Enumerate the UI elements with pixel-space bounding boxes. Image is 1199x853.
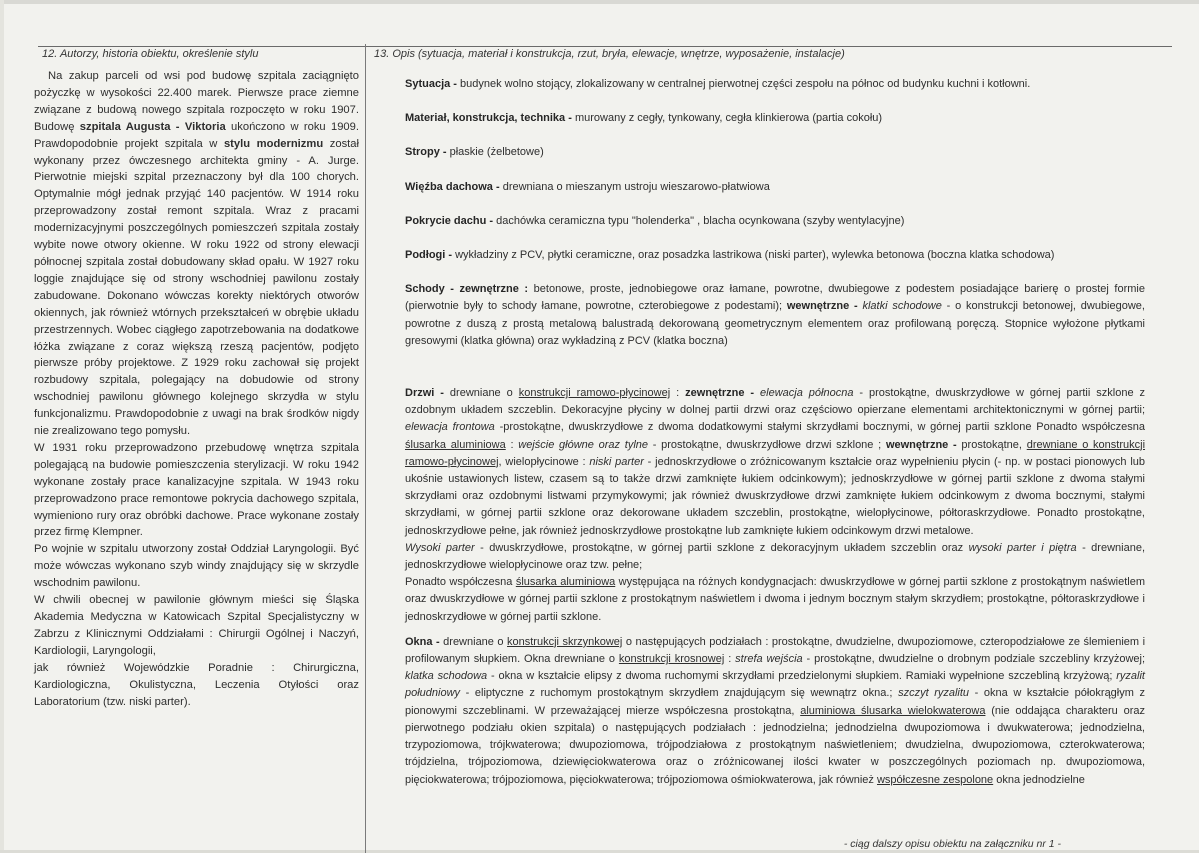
- history-paragraph: jak również Wojewódzkie Poradnie : Chirurgiczna, Kardiologiczna, Okulistyczna, Leczenia Otyłości oraz Laboratorium (tzw. niski parter).: [34, 661, 359, 708]
- page-edge: [0, 0, 4, 853]
- desc-schody: Schody - zewnętrzne : betonowe, proste, jednobiegowe oraz łamane, powrotne, dwubiegowe z podestem posiadające barierę o prostej formie (pierwotnie były to schody łamane, powrotne, czterobiegowe z podestami); wewnętrzne - klatki schodowe - o konstrukcji betonowej, dwubiegowe, powrotne z duszą z prostą metalową balustradą dekorowaną geometrycznym elementem oraz profilowaną poręczą. Stopnice wyłożone płytkami gresowymi (klatka główna) oraz wykładziną z PCV (klatka boczna): [405, 283, 1145, 347]
- desc-wiezba: Więźba dachowa - drewniana o mieszanym ustroju wieszarowo-płatwiowa: [405, 180, 770, 193]
- history-paragraph: W 1931 roku przeprowadzono przebudowę wnętrza szpitala polegającą na budowie pomieszczenia sterylizacji. W roku 1942 wykonane zostały prace kanalizacyjne szpitala. W 1943 roku przeprowadzono prace remontowe pokrycia dachowego szpitala, wymieniono rury oraz obróbki dachowe. Prace wykonane zostały przez firmę Klempner.: [34, 441, 359, 539]
- header-rule: [38, 46, 1172, 47]
- desc-okna: Okna - drewniane o konstrukcji skrzynkowej o następujących podziałach : prostokątne, dwudzielne, dwupoziomowe, czteropodziałowe ze ślemieniem i profilowanym słupkiem. Okna drewniane o konstrukcji krosnowej : strefa wejścia - prostokątne, dwudzielne o drobnym podziale szczebliny krzyżowej; klatka schodowa - okna w kształcie elipsy z dwoma ruchomymi skrzydłami przedzielonymi słupkiem. Ramiaki wypełnione szczebliną krzyżową; ryzalit południowy - eliptyczne z ruchomym prostokątnym skrzydłem znajdującym się wewnątrz okna.; szczyt ryzalitu - okna w kształcie półokrągłym z pionowymi szczeblinami. W przeważającej mierze współczesna prostokątna, aluminiowa ślusarka wielokwaterowa (nie oddająca charakteru oraz pierwotnego podziału okien szpitala) o następujących podziałach : jednodzielna; jednodzielna dwupoziomowa i dwukwaterowa; jednodzielna, trzypoziomowa, trójkwaterowa; dwupoziomowa, trójpodziałowa z prostokątnym naświetleniem; dwudzielna, dwupoziomowa, czterokwaterowa; trójdzielna, trójpoziomowa, dziewięciokwaterowa oraz o zróżnicowanej ilości kwater w poszczególnych poziomach np. dwupoziomowa, pięciokwaterowa; trójpoziomowa, pięciokwaterowa; trójpoziomowa ośmiokwaterowa, jak również współczesne zespolone okna jednodzielne: [405, 635, 1146, 786]
- desc-drzwi: Drzwi - drewniane o konstrukcji ramowo-płycinowej : zewnętrzne - elewacja północna - prostokątne, dwuskrzydłowe w górnej partii szklone z ozdobnym układem szczeblin. Dekoracyjne płyciny w dolnej partii drzwi oraz częściowo opierzane elementami architektonicznymi w górnej partii; elewacja frontowa -prostokątne, dwuskrzydłowe z dwoma dodatkowymi stałymi skrzydłami bocznymi, w górnej partii szklone Ponadto współczesna ślusarka aluminiowa : wejście główne oraz tylne - prostokątne, dwuskrzydłowe drzwi szklone ; wewnętrzne - prostokątne, drewniane o konstrukcji ramowo-płycinowej, wielopłycinowe : niski parter - jednoskrzydłowe o zróżnicowanym kształcie oraz wypełnieniu płycin (- np. w postaci pionowych lub ukośnie ustawionych listew, czasem są to także drzwi zamknięte łukiem odcinkowym); jednoskrzydłowe w górnej partii szklone z dwoma stałymi skrzydłami oraz ozdobnymi listwami przymykowymi; jak również dwuskrzydłowe drzwi zamknięte łukiem odcinkowym z dwoma bocznymi, stałymi skrzydłami, w górnej partii szklone oraz dekorowane układem szczeblin, prostokątne, wielopłycinowe, półtoraskrzydłowe. Ponadto prostokątne, jednoskrzydłowe pełne, jak również jednoskrzydłowe prostokątne lub zamknięte łukiem odcinkowym drzwi metalowe. Wysoki parter - dwuskrzydłowe, prostokątne, w górnej partii szklone z dekoracyjnym układem szczeblin oraz wysoki parter i piętra - drewniane, jednoskrzydłowe wielopłycinowe oraz tzw. pełne; Ponadto współczesna ślusarka aluminiowa występująca na różnych kondygnacjach: dwuskrzydłowe w górnej partii szklone z prostokątnym naświetlem oraz dwuskrzydłowe w górnej partii szklone z prostokątnym naświetlem i dwoma i jednym bocznym stałym skrzydłem; prostokątne, półtoraskrzydłowe i jednoskrzydłowe w górnej partii szklone.: [405, 387, 1146, 623]
- column-divider: [365, 44, 366, 853]
- description-column: [405, 76, 1145, 789]
- desc-material: Materiał, konstrukcja, technika - murowany z cegły, tynkowany, cegła klinkierowa (partia cokołu): [405, 112, 883, 125]
- continuation-note: - ciąg dalszy opisu obiektu na załączniku nr 1 -: [843, 838, 1061, 850]
- desc-stropy: Stropy - płaskie (żelbetowe): [405, 146, 544, 159]
- desc-pokrycie: Pokrycie dachu - dachówka ceramiczna typu "holenderka" , blacha ocynkowana (szyby wentylacyjne): [405, 214, 905, 227]
- desc-podlogi: Podłogi - wykładziny z PCV, płytki ceramiczne, oraz posadzka lastrikowa (niski parter), wylewka betonowa (boczna klatka schodowa): [405, 249, 1055, 262]
- section-12-heading: 12. Autorzy, historia obiektu, określenie stylu: [42, 48, 259, 60]
- page-edge: [0, 0, 1199, 4]
- hospital-name: szpitala Augusta - Viktoria: [79, 120, 226, 133]
- desc-sytuacja: Sytuacja - budynek wolno stojący, zlokalizowany w centralnej pierwotnej części zespołu na północ od budynku kuchni i kotłowni.: [405, 78, 1031, 90]
- history-paragraph: Po wojnie w szpitalu utworzony został Oddział Laryngologii. Być może wówczas wykonano szyb windy znajdujący się w skrzydle wschodnim pawilonu.: [34, 543, 359, 590]
- history-paragraph: W chwili obecnej w pawilonie głównym mieści się Śląska Akademia Medyczna w Katowicach Szpital Specjalistyczny w Zabrzu z Klinicznymi Oddziałami : Chirurgii Ogólnej i Naczyń, Kardiologii, Laryngologii,: [34, 594, 359, 657]
- section-13-heading: 13. Opis (sytuacja, materiał i konstrukcja, rzut, bryła, elewacje, wnętrze, wyposażenie, instalacje): [374, 48, 845, 60]
- history-paragraph: Na zakup parceli od wsi pod budowę szpitala zaciągnięto pożyczkę w wysokości 22.400 marek. Pierwsze prace ziemne związane z budową nowego szpitala rozpoczęto w roku 1907. Budowę szpitala Augusta - Viktoria ukończono w roku 1909. Prawdopodobnie projekt szpitala w stylu modernizmu został wykonany przez ówczesnego architekta gminy - A. Jurge. Pierwotnie miejski szpital przeznaczony był dla 100 chorych. Optymalnie mógł jednak przyjąć 140 pacjentów. W 1914 roku przeprowadzony został remont szpitala. Wraz z pracami modernizacyjnymi poszczególnych pomieszczeń szpitala zostały wybite nowe otwory okienne. W roku 1922 od strony elewacji północnej szpitala został dobudowany skład opału. W 1927 roku loggie znajdujące się od strony wschodniej pawilonu zostały zabudowane. Dokonano wówczas korekty niektórych otworów okiennych, jak również wtórnych przekształceń w obrębie układu przestrzennych. Wobec ciągłego zapotrzebowania na dodatkowe łóżka związane z coraz większą rzeszą pacjentów, podjęto pierwsze próby projektowe. Z 1929 roku zachował się projekt rozbudowy szpitala, polegający na dobudowie od strony wschodniej pawilonu głównego kolejnego skrzydła w stylu funkcjonalizmu. Prawdopodobnie z uwagi na brak środków nigdy nie zrealizowano tego pomysłu.: [34, 70, 359, 438]
- style-name: stylu modernizmu: [223, 137, 324, 150]
- history-column: [34, 68, 359, 710]
